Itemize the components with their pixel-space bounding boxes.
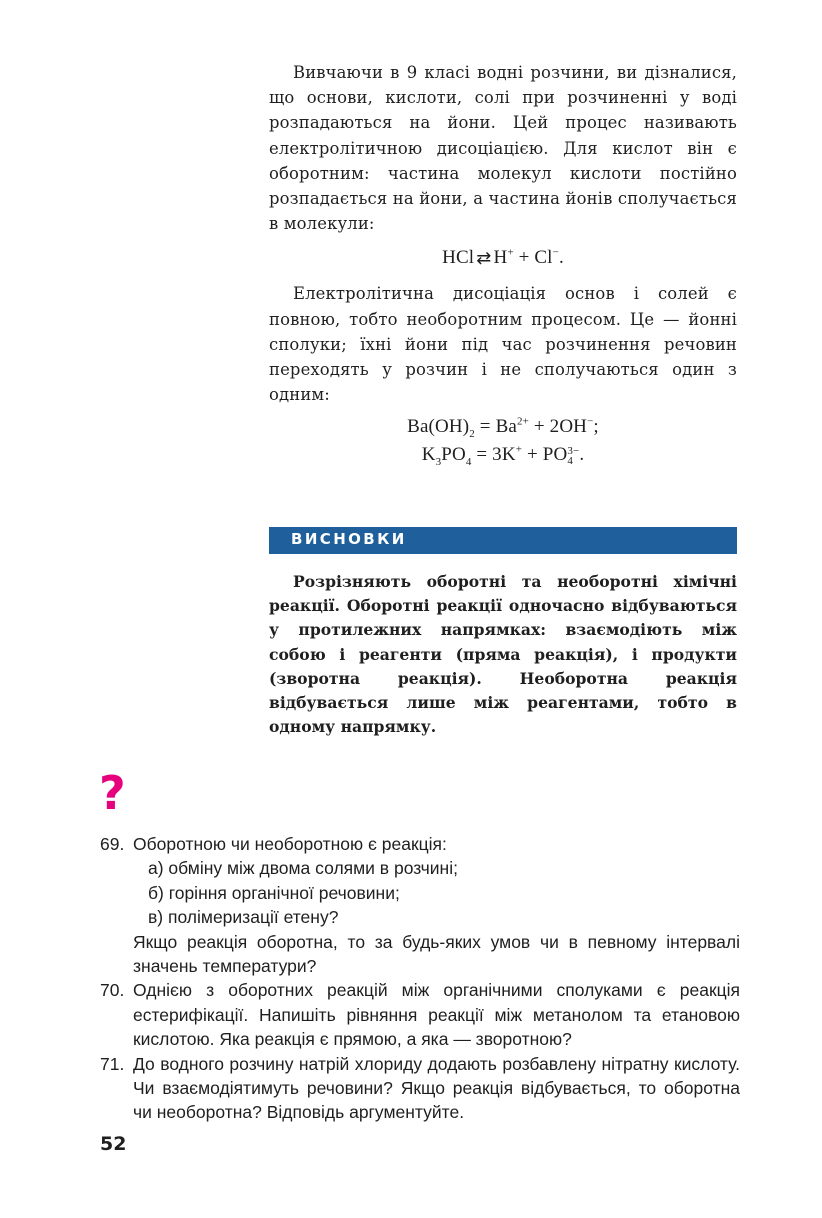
eq-h: H [493, 247, 508, 269]
eq-k-sub: 3 [435, 456, 442, 469]
eq-h-charge: + [507, 247, 514, 260]
eq-po-charge-index [567, 446, 579, 466]
eq-hcl: HCl [442, 247, 475, 269]
question-option: в) полімеризації етену? [148, 907, 339, 928]
equation-baoh2 [269, 413, 737, 441]
question-text: Однією з оборотних реакцій між органічними сполуками є реакція естерифікації. Напишіть рівняння реакції між метанолом та етановою кислотою. Яка реакція є прямою, а яка — зворотною? [133, 980, 740, 1050]
equation-k3po4 [269, 441, 737, 469]
conclusions-banner [269, 527, 737, 554]
equations-bases-salts [269, 413, 737, 469]
question-70 [100, 978, 740, 1051]
eq-equals: = [474, 416, 496, 438]
eq-end: . [558, 247, 564, 269]
page-number: 52 [100, 1133, 127, 1155]
question-69 [100, 832, 740, 978]
question-number: 71. [100, 1053, 125, 1074]
eq-k: K [421, 444, 436, 466]
questions-list [100, 832, 740, 1125]
main-text-block [269, 60, 737, 469]
eq-po-charge: 3− [567, 445, 580, 458]
eq-po: PO [441, 444, 466, 466]
eq-end: . [579, 444, 585, 466]
second-paragraph: Електролітична дисоціація основ і солей є повною, тобто необоротним процесом. Це — йонні сполуки; їхні йони під час розчинення речовин переходять у розчин і не сполучаються один з одним: [269, 284, 737, 405]
eq-baoh-sub: 2 [469, 428, 475, 441]
conclusions-title: ВИСНОВКИ [291, 530, 407, 548]
intro-paragraph: Вивчаючи в 9 класі водні розчини, ви дізналися, що основи, кислоти, солі при розчиненні у воді розпадаються на йони. Цей процес називають електролітичною дисоціацією. Для кислот він є оборотним: частина молекул кислоти постійно розпадається на йони, а частина йонів сполучається в молекули: [269, 63, 737, 234]
conclusions-text: Розрізняють оборотні та необоротні хімічні реакції. Оборотні реакції одночасно відбуваються у протилежних напрямках: взаємодіють між собою і реагенти (пряма реакція), і продукти (зворотна реакція). Необоротна реакція відбувається лише між реагентами, тобто в одному напрямку. [269, 572, 737, 737]
question-text: Оборотною чи необоротною є реакція: [133, 834, 447, 854]
eq-cl: Cl [534, 247, 553, 269]
question-text: До водного розчину натрій хлориду додають розбавлену нітратну кислоту. Чи взаємодіятимуть речовини? Якщо реакція відбувається, то оборотна чи необоротна? Відповідь аргументуйте. [133, 1053, 740, 1123]
eq-po-sub: 4 [465, 456, 472, 469]
question-number: 69. [100, 834, 125, 854]
equation-hcl-dissociation [269, 244, 737, 272]
eq-plus: + [513, 247, 535, 269]
eq-ba: Ba [495, 416, 517, 438]
eq-ba-charge: 2+ [516, 416, 529, 429]
eq-cl-charge: − [552, 247, 559, 260]
eq-k-charge: + [515, 444, 523, 457]
eq-baoh: Ba(OH) [407, 416, 470, 438]
eq-3k: = 3K [471, 444, 516, 466]
question-followup: Якщо реакція оборотна, то за будь-яких умов чи в певному інтервалі значень температури? [133, 931, 740, 977]
eq-oh: + 2OH [529, 416, 588, 438]
reversible-arrow-icon: ⇄ [476, 248, 492, 269]
eq-end: ; [593, 416, 599, 438]
question-option: б) горіння органічної речовини; [148, 882, 400, 903]
question-mark-icon: ? [99, 766, 126, 820]
eq-po-index: 4 [567, 455, 573, 468]
question-71 [100, 1052, 740, 1125]
eq-oh-charge: − [587, 416, 594, 429]
question-number: 70. [100, 980, 125, 1001]
question-option: а) обміну між двома солями в розчині; [148, 858, 458, 879]
eq-po-ion: + PO [522, 444, 568, 466]
